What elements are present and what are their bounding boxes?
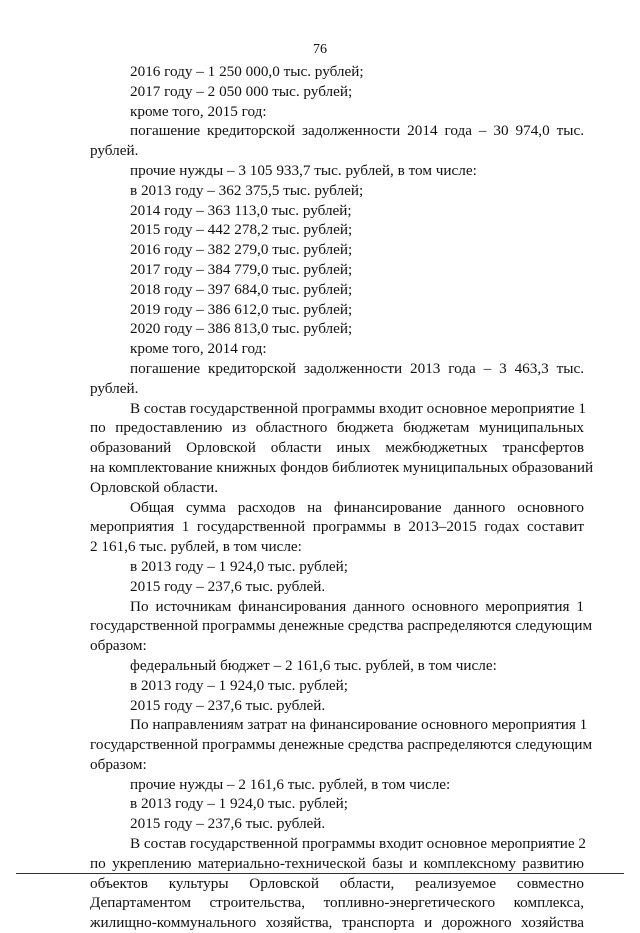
text-line: по предоставлению из областного бюджета бюджетам муниципальных	[90, 419, 584, 437]
text-line: 2015 году – 237,6 тыс. рублей.	[130, 696, 326, 714]
text-line: рублей.	[90, 142, 139, 160]
text-line: 2016 году – 382 279,0 тыс. рублей;	[130, 241, 353, 259]
text-line: В состав государственной программы входит основное мероприятие 2	[130, 835, 587, 853]
text-line: в 2013 году – 1 924,0 тыс. рублей;	[130, 557, 348, 575]
text-line: В состав государственной программы входит основное мероприятие 1	[130, 399, 587, 417]
text-line: 2020 году – 386 813,0 тыс. рублей;	[130, 320, 353, 338]
text-line: в 2013 году – 1 924,0 тыс. рублей;	[130, 676, 348, 694]
text-line: 2014 году – 363 113,0 тыс. рублей;	[130, 201, 352, 219]
text-line: Орловской области.	[90, 478, 219, 496]
text-line: прочие нужды – 2 161,6 тыс. рублей, в том числе:	[130, 775, 451, 793]
text-line: по укреплению материально-технической базы и комплексному развитию	[90, 854, 584, 872]
text-line: государственной программы денежные средства распределяются следующим	[90, 736, 593, 754]
text-line: 2015 году – 237,6 тыс. рублей.	[130, 577, 326, 595]
text-line: жилищно-коммунального хозяйства, транспорта и дорожного хозяйства	[90, 914, 584, 932]
bottom-rule	[16, 873, 624, 874]
text-line: государственной программы денежные средства распределяются следующим	[90, 617, 593, 635]
text-line: 2016 году – 1 250 000,0 тыс. рублей;	[130, 63, 364, 80]
text-line: в 2013 году – 1 924,0 тыс. рублей;	[130, 795, 348, 813]
text-line: федеральный бюджет – 2 161,6 тыс. рублей, в том числе:	[130, 656, 497, 674]
text-line: кроме того, 2014 год:	[130, 340, 267, 358]
text-line: По направлениям затрат на финансирование основного мероприятия 1	[130, 716, 588, 734]
text-line: По источникам финансирования данного основного мероприятия 1	[130, 597, 584, 615]
text-line: погашение кредиторской задолженности 2014 года – 30 974,0 тыс.	[130, 122, 584, 140]
text-line: 2015 году – 237,6 тыс. рублей.	[130, 815, 326, 833]
document-body	[90, 62, 594, 933]
text-line: 2 161,6 тыс. рублей, в том числе:	[90, 538, 302, 556]
text-line: образом:	[90, 637, 147, 655]
text-line: 2015 году – 442 278,2 тыс. рублей;	[130, 221, 353, 239]
text-line: 2018 году – 397 684,0 тыс. рублей;	[130, 280, 353, 298]
text-line: в 2013 году – 362 375,5 тыс. рублей;	[130, 181, 364, 199]
text-line: мероприятия 1 государственной программы в 2013–2015 годах составит	[90, 518, 584, 536]
text-line: 2017 году – 2 050 000 тыс. рублей;	[130, 82, 353, 100]
text-line: 2019 году – 386 612,0 тыс. рублей;	[130, 300, 353, 318]
text-line: на комплектование книжных фондов библиотек муниципальных образований	[90, 458, 594, 476]
text-line: образований Орловской области иных межбюджетных трансфертов	[90, 439, 584, 457]
text-line: Общая сумма расходов на финансирование данного основного	[130, 498, 584, 516]
text-line: погашение кредиторской задолженности 2013 года – 3 463,3 тыс.	[130, 359, 584, 377]
text-line: объектов культуры Орловской области, реализуемое совместно	[90, 874, 584, 892]
text-line: рублей.	[90, 379, 139, 397]
text-line: 2017 году – 384 779,0 тыс. рублей;	[130, 260, 353, 278]
text-line: прочие нужды – 3 105 933,7 тыс. рублей, в том числе:	[130, 161, 477, 179]
text-line: образом:	[90, 755, 147, 773]
text-line: кроме того, 2015 год:	[130, 102, 267, 120]
page-number: 76	[313, 42, 327, 57]
text-line: Департаментом строительства, топливно-энергетического комплекса,	[90, 894, 584, 912]
